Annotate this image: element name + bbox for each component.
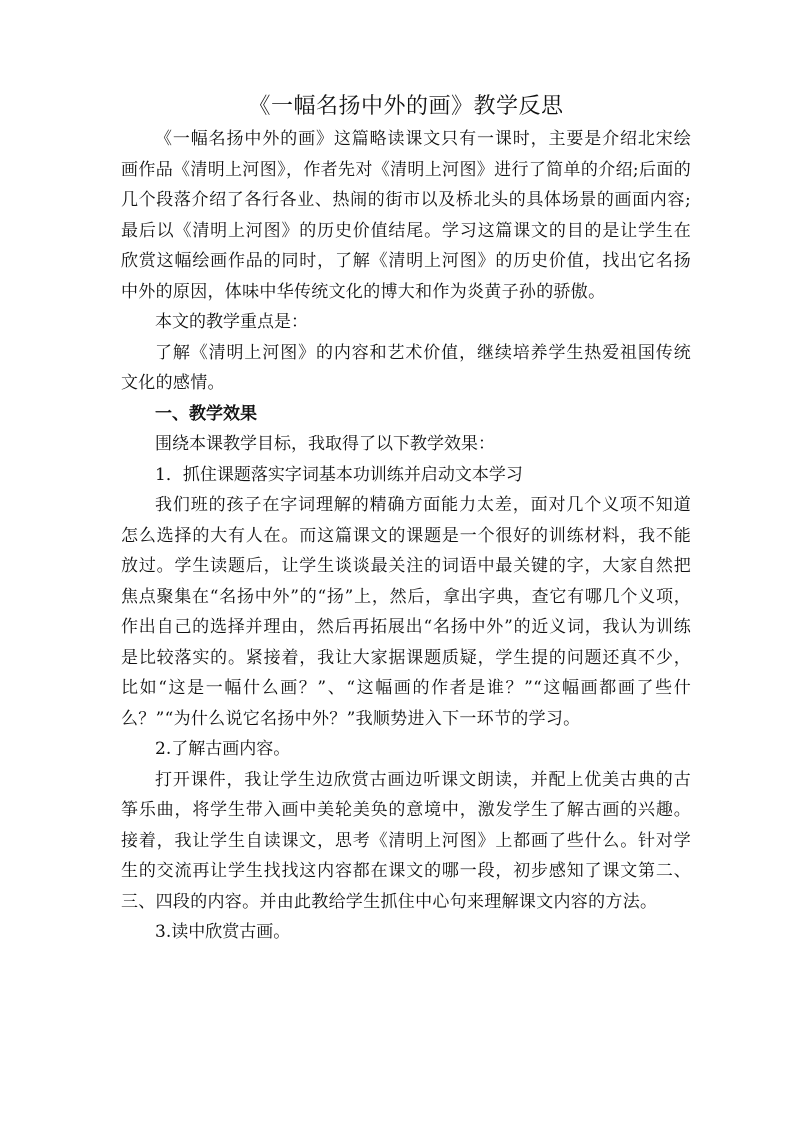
focus-paragraph: 了解《清明上河图》的内容和艺术价值，继续培养学生热爱祖国传统文化的感情。 xyxy=(121,342,691,393)
document-title: 《一幅名扬中外的画》教学反思 xyxy=(248,94,564,119)
focus-label: 本文的教学重点是： xyxy=(155,312,308,332)
item-1-paragraph: 我们班的孩子在字词理解的精确方面能力太差，面对几个义项不知道怎么选择的大有人在。而这篇课文的课题是一个很好的训练材料，我不能放过。学生读题后，让学生谈谈最关注的词语中最关键的字，大家自然把焦点聚集在“名扬中外”的“扬”上，然后，拿出字典，查它有哪几个义项，作出自己的选择并理由，然后再拓展出“名扬中外”的近义词，我认为训练是比较落实的。紧接着，我让大家据课题质疑，学生提的问题还真不少，比如“这是一幅什么画？”、“这幅画的作者是谁？”“这幅画都画了些什么？”“为什么说它名扬中外？”我顺势进入下一环节的学习。 xyxy=(121,495,691,729)
intro-paragraph: 《一幅名扬中外的画》这篇略读课文只有一课时，主要是介绍北宋绘画作品《清明上河图》，作者先对《清明上河图》进行了简单的介绍;后面的几个段落介绍了各行各业、热闹的街市以及桥北头的具体场景的画面内容;最后以《清明上河图》的历史价值结尾。学习这篇课文的目的是让学生在欣赏这幅绘画作品的同时，了解《清明上河图》的历史价值，找出它名扬中外的原因，体味中华传统文化的博大和作为炎黄子孙的骄傲。 xyxy=(121,129,691,302)
item-2-heading: 2.了解古画内容。 xyxy=(155,739,291,759)
item-2-paragraph: 打开课件，我让学生边欣赏古画边听课文朗读，并配上优美古典的古筝乐曲，将学生带入画中美轮美奂的意境中，激发学生了解古画的兴趣。接着，我让学生自读课文，思考《清明上河图》上都画了些什么。针对学生的交流再让学生找找这内容都在课文的哪一段，初步感知了课文第二、三、四段的内容。并由此教给学生抓住中心句来理解课文内容的方法。 xyxy=(121,769,691,912)
section-heading-teaching-effect: 一、教学效果 xyxy=(155,403,257,424)
item-3-heading: 3.读中欣赏古画。 xyxy=(155,922,291,942)
item-1-heading: 1．抓住课题落实字词基本功训练并启动文本学习 xyxy=(155,464,523,485)
document-page xyxy=(121,92,691,948)
section-intro: 围绕本课教学目标，我取得了以下教学效果： xyxy=(155,434,495,454)
